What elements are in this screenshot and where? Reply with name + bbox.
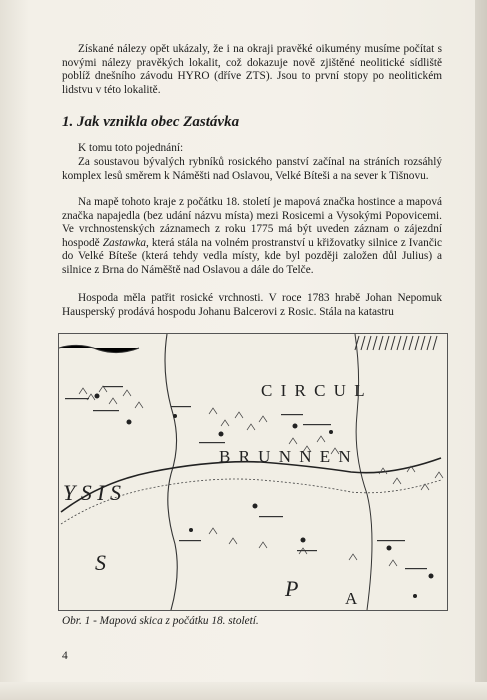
page-bottom-edge (0, 682, 487, 700)
map-small-place-names (65, 386, 427, 569)
paragraph-1: K tomu toto pojednání: (78, 142, 184, 154)
paragraph-3-after: , která stála na volném prostranství u křižovatky silnice z Ivančic do Velké Bíteše (která tehdy vedla místy, kde byl později založen důl Julius) a silnice z Brna do Náměště nad Oslavou a dále do Telče. (62, 236, 442, 276)
map-top-hatching (59, 336, 437, 353)
map-boundary-line (165, 334, 177, 610)
paragraph-3-before: Na mapě tohoto kraje z počátku 18. století je mapová značka hostince a mapová značka napajedla (bez udání názvu místa) mezi Rosicemi a Vysokými Popovicemi. Ve vrchnostenských záznamech z roku 1775 má být uveden záznam o zájezdní hospodě (62, 196, 442, 249)
map-settlement-symbols (95, 394, 434, 599)
paragraph-2: Za soustavou bývalých rybníků rosického panství začínal na stráních rozsáhlý komplex lesů směrem k Náměšti nad Oslavou, Velké Bíteši a na sever k Tišnovu. (62, 156, 442, 182)
map-label-a: A (345, 589, 360, 608)
paragraph-3 (62, 196, 442, 278)
map-label-sis: Y S I S (63, 480, 122, 505)
page-number: 4 (62, 650, 68, 662)
map-label-s: S (95, 550, 106, 575)
map-label-p: P (285, 576, 299, 601)
figure-caption: Obr. 1 - Mapová skica z počátku 18. století. (62, 615, 259, 627)
paragraph-4: Hospoda měla patřit rosické vrchnosti. V roce 1783 hrabě Johan Nepomuk Hausperský prodává hospodu Johanu Balcerovi z Rosic. Stála na katastru (62, 292, 442, 318)
section-heading: 1. Jak vznikla obec Zastávka (62, 114, 240, 130)
inn-name-italic: Zastawka (102, 236, 146, 249)
map-label-brunnen: B R U N N E N (219, 447, 353, 466)
map-figure (58, 333, 448, 611)
intro-paragraph: Získané nálezy opět ukázaly, že i na okraji pravěké oikumény musíme počítat s novými nálezy pravěkých lokalit, což dokazuje nově zjištěné neolitické sídliště poblíž dnešního závodu HYRO (dříve ZTS). Jsou to první stopy po neolitickém lidstvu v této lokalitě. (62, 43, 442, 96)
map-label-circuli: C I R C U L (261, 381, 367, 400)
map-sketch (59, 334, 447, 610)
page-edge (475, 0, 487, 700)
